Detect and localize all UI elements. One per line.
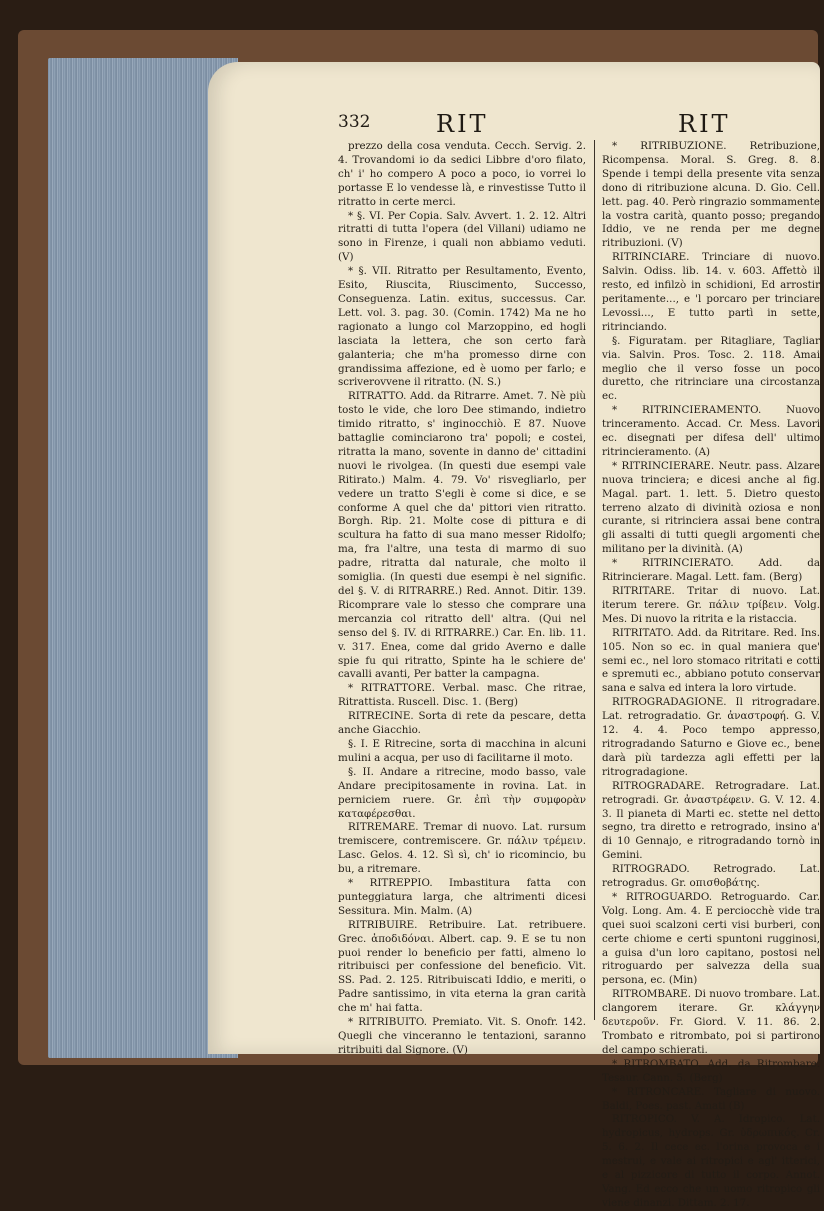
running-head xyxy=(208,110,820,140)
book-page xyxy=(208,62,820,1209)
dictionary-entry: §. I. E Ritrecine, sorta di macchina in alcuni mulini a acqua, per uso di facilitarne il moto. xyxy=(338,737,586,764)
dictionary-entry: RITRITARE. Tritar di nuovo. Lat. iterum terere. Gr. πάλιν τρίβειν. Volg. Mes. Di nuovo la ritrita e la ristaccia. xyxy=(602,585,820,625)
dictionary-entry: RITROGRADO. Retrogrado. Lat. retrogradus. Gr. οπισθοβάτης. xyxy=(602,863,820,890)
dictionary-entry: RITROMBARE. Di nuovo trombare. Lat. clangorem iterare. Gr. κλάγγην δευτεροῦν. Fr. Giord. V. 11. 86. 2. Trombato e ritrombato, poi si partirono del campo schierati. xyxy=(602,988,820,1056)
dictionary-entry: * RITRIBUITO. Premiato. Vit. S. Onofr. 142. Quegli che vinceranno le tentazioni, saranno ritribuiti dal Signore. (V) xyxy=(338,1016,586,1056)
dictionary-entry: RITREMARE. Tremar di nuovo. Lat. rursum tremiscere, contremiscere. Gr. πάλιν τρέμειν. Lasc. Gelos. 4. 12. Sì sì, ch' io ricomincio, bu bu, a ritremare. xyxy=(338,821,586,876)
dictionary-entry: * RITROMBATO. Add. da Ritrombare. Tesaur. Cann. 5. (Berg) xyxy=(602,1057,820,1084)
dictionary-entry: RITRITATO. Add. da Ritritare. Red. Ins. 105. Non so ec. in qual maniera que' semi ec., nel loro stomaco ritritati e cotti e spremuti ec., abbiano potuto conservar sana e salva ed intera la loro virtude. xyxy=(602,626,820,695)
column-rule xyxy=(594,140,595,1020)
dictionary-entry: RITROGRADAGIONE. Il ritrogradare. Lat. retrogradatio. Gr. ἀναστροφή. G. V. 12. 4. 4. Poco tempo appresso, ritrogradando Saturno e Giove ec., bene darà più tardezza agli effetti per la ritrogradagione. xyxy=(602,696,820,778)
dictionary-entry: * §. VII. Ritratto per Resultamento, Evento, Esito, Riuscita, Riuscimento, Successo, Conseguenza. Latin. exitus, successus. Car. Lett. vol. 3. pag. 30. (Comin. 1742) Ma ne ho ragionato a lungo col Marzoppino, ed hogli lasciata la lettera, che son certo farà galanteria; che m'ha promesso dirne con grandissima affezione, ed è uomo per farlo; e scriverovvene il ritratto. (N. S.) xyxy=(338,265,586,389)
running-head-right: RIT xyxy=(678,110,731,138)
dictionary-entry: RITRATTO. Add. da Ritrarre. Amet. 7. Nè più tosto le vide, che loro Dee stimando, indietro timido ritratto, s' inginocchiò. E 87. Nuove battaglie cominciarono tra' popoli; e costei, ritratta la mano, sovente in danno de' cittadini nuovi le rivolgea. (In questi due esempi vale Ritirato.) Malm. 4. 79. Vo' risvegliarlo, per vedere un tratto S'egli è come si dice, e se conforme A quel che da' pittori vien ritratto. Borgh. Rip. 21. Molte cose di pittura e di scultura ha fatto di sua mano messer Ridolfo; ma, fra l'altre, una testa di marmo di suo padre, ritratta dal naturale, che molto il somiglia. (In questi due esempi è nel signific. del §. V. di RITRARRE.) Red. Annot. Ditir. 139. Ricomprare vale lo stesso che comprare una mercanzia col ritratto dell' altra. (Qui nel senso del §. IV. di RITRARRE.) Car. En. lib. 11. v. 317. Enea, come dal grido Averno e dalle spie fu qui ritratto, Spinte ha le schiere de' cavalli avanti, Per batter la campagna. xyxy=(338,390,586,681)
dictionary-entry: * RITRINCIERARE. Neutr. pass. Alzare nuova trinciera; e dicesi anche al fig. Magal. part. 1. lett. 5. Dietro questo terreno alzato di divinità oziosa e non curante, si ritrinciera assai bene contra gli assalti di tutti quegli argomenti che militano per la divinità. (A) xyxy=(602,459,820,556)
left-column xyxy=(338,140,586,1056)
dictionary-entry: prezzo della cosa venduta. Cecch. Servig. 2. 4. Trovandomi io da sedici Libbre d'oro filato, ch' i' ho compero A poco a poco, io vorrei lo portasse E lo vendesse là, e rinvestisse Tutto il ritratto in certe merci. xyxy=(338,140,586,208)
running-head-left: RIT xyxy=(436,110,489,138)
dictionary-entry: §. II. Andare a ritrecine, modo basso, vale Andare precipitosamente in rovina. Lat. in perniciem ruere. Gr. ἐπὶ τὴν συμφορὰν καταφέρεσθαι. xyxy=(338,765,586,820)
dictionary-entry: * §. VI. Per Copia. Salv. Avvert. 1. 2. 12. Altri ritratti di tutta l'opera (del Villani) udiamo ne sono in Firenze, i quali non abbiamo veduti. (V) xyxy=(338,209,586,264)
dictionary-entry: * RITRATTORE. Verbal. masc. Che ritrae, Ritrattista. Ruscell. Disc. 1. (Berg) xyxy=(338,682,586,709)
dictionary-entry: RITROPICO. V. A. Idropico. Lat. hydropicus, hydrops. Gr. ὑδρωπικός. Cr. 5. 6. 2. Il cece ec. l'orina provoca e i mestrui, e vale ai ritropici e agl' itterici, e al pizzicore di tutto il corpo. Annot. Vang. Ed ecco che un uomo ritropico gli viene dinanzi. Dittam. 2. 17. xyxy=(602,1113,820,1209)
page-number: 332 xyxy=(338,112,371,132)
dictionary-entry: * RITRINCIERATO. Add. da Ritrincierare. Magal. Lett. fam. (Berg) xyxy=(602,557,820,584)
dictionary-entry: * RITRIBUZIONE. Retribuzione, Ricompensa. Moral. S. Greg. 8. 8. Spende i tempi della presente vita senza dono di ritribuzione alcuna. D. Gio. Cell. lett. pag. 40. Però ringrazio sommamente la vostra carità, quanto posso; pregando Iddio, ve ne renda per me degne ritribuzioni. (V) xyxy=(602,140,820,250)
dictionary-entry: RITRINCIARE. Trinciare di nuovo. Salvin. Odiss. lib. 14. v. 603. Affettò il resto, ed infilzò in schidioni, Ed arrostir peritamente..., e 'l porcaro per trinciare Levossi..., E tutto partì in sette, ritrinciando. xyxy=(602,251,820,333)
dictionary-entry: RITRECINE. Sorta di rete da pescare, detta anche Giacchio. xyxy=(338,710,586,737)
dictionary-entry: * RITRONCARE. Tagliare di nuovo. Baldi, Poes. past. Amati (B) xyxy=(602,1085,820,1112)
right-column xyxy=(602,140,820,1209)
dictionary-entry: * RITROGUARDO. Retroguardo. Car. Volg. Long. Am. 4. E perciocchè vide tra quei suoi scalzoni certi visi burberi, con certe chiome e certi spuntoni rugginosi, a guisa d'un loro capitano, postosi nel ritroguardo per salvezza della sua persona, ec. (Min) xyxy=(602,890,820,987)
dictionary-entry: * RITRINCIERAMENTO. Nuovo trinceramento. Accad. Cr. Mess. Lavori ec. disegnati per difesa dell' ultimo ritrincieramento. (A) xyxy=(602,404,820,458)
dictionary-entry: §. Figuratam. per Ritagliare, Tagliar via. Salvin. Pros. Tosc. 2. 118. Amai meglio che il verso fosse un poco duretto, che ritrinciare una circostanza ec. xyxy=(602,334,820,403)
dictionary-entry: * RITREPPIO. Imbastitura fatta con punteggiatura larga, che altrimenti dicesi Sessitura. Min. Malm. (A) xyxy=(338,877,586,917)
dictionary-entry: RITROGRADARE. Retrogradare. Lat. retrogradi. Gr. ἀναστρέφειν. G. V. 12. 4. 3. Il pianeta di Marti ec. stette nel detto segno, tra diretto e retrogrado, insino a' di 10 Gennajo, e ritrogradando tornò in Gemini. xyxy=(602,779,820,862)
dictionary-entry: RITRIBUIRE. Retribuire. Lat. retribuere. Grec. ἀποδιδόναι. Albert. cap. 9. E se tu non puoi render lo beneficio per fatti, almeno lo ritribuisci per confessione del beneficio. Vit. SS. Pad. 2. 125. Ritribuiscati Iddio, e meriti, o Padre santissimo, in vita eterna la gran carità che m' hai fatta. xyxy=(338,918,586,1015)
